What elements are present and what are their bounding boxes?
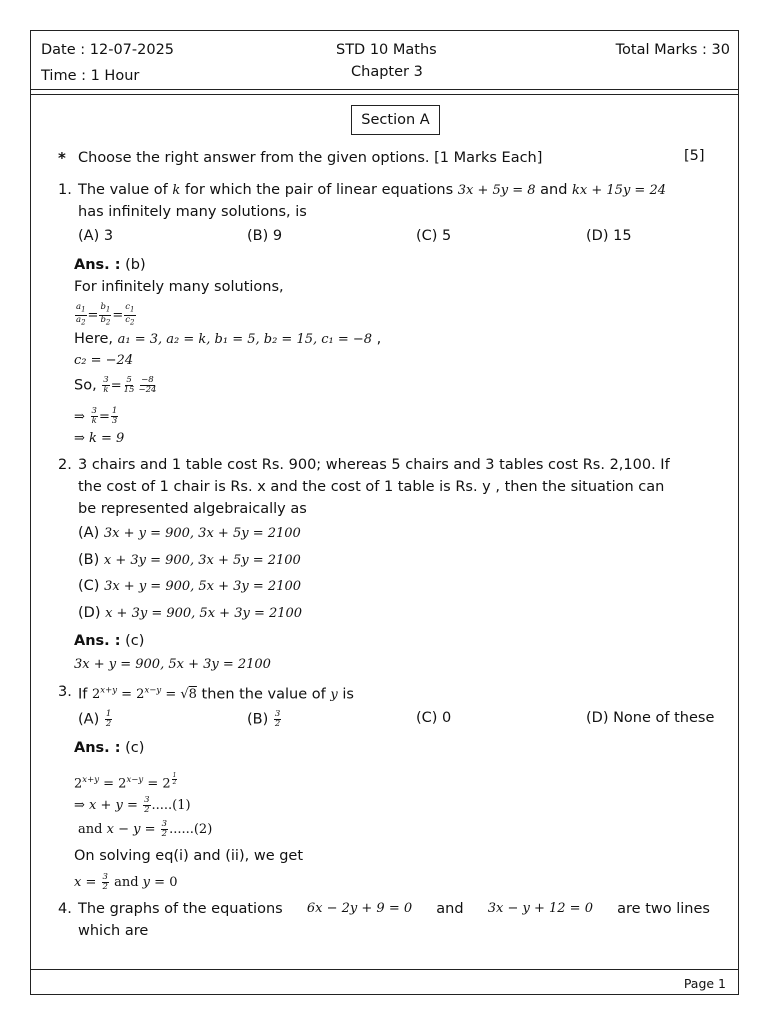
q2-line1: 3 chairs and 1 table cost Rs. 900; whereas 5 chairs and 3 tables cost Rs. 2,100. If — [78, 457, 670, 473]
page-frame — [30, 30, 739, 995]
q3-option-c: (C) 0 — [416, 710, 452, 726]
q1-option-b: (B) 9 — [247, 228, 283, 244]
q2-solution: 3x + y = 900, 5x + 3y = 2100 — [74, 657, 271, 672]
q2-line2: the cost of 1 chair is Rs. x and the cost of 1 table is Rs. y , then the situation can — [78, 479, 665, 495]
q2-answer: Ans. : (c) — [74, 633, 145, 649]
q1-option-a: (A) 3 — [78, 228, 114, 244]
header-rule-2 — [31, 94, 738, 95]
q2-option-c: (C) 3x + y = 900, 5x + 3y = 2100 — [78, 578, 302, 594]
q1-sol-step: ⇒ $\frac{3}{k}$ = $\frac{1}{3}$ — [74, 406, 118, 426]
q2-option-a: (A) 3x + y = 900, 3x + 5y = 2100 — [78, 525, 301, 541]
q3-option-d: (D) None of these — [586, 710, 715, 726]
q1-option-d: (D) 15 — [586, 228, 632, 244]
q4-number: 4. — [58, 901, 72, 917]
q3-sol-line1: $2^{x+y} = 2^{x-y} = 2$ $^{\frac{1}{2}}$ — [74, 772, 177, 792]
header — [31, 31, 738, 91]
q3-sol-result: x = $\frac{3}{2}$ and y = 0 — [74, 872, 178, 892]
q3-option-b: (B) $\frac{3}{2}$ — [247, 709, 281, 729]
q4-line1: The graphs of the equations 6x − 2y + 9 = 0 and 3x − y + 12 = 0 are two lines — [78, 901, 710, 917]
q3-sol-line2: ⇒ x + y = $\frac{3}{2}$ .....(1) — [74, 795, 191, 815]
q1-sol-so: So, $\frac{3}{k}$ = $\frac{5}{15}$ $\frac{-8}{-24}$ — [74, 375, 157, 395]
q1-sol-c2: c₂ = −24 — [74, 353, 134, 368]
q3-sol-solve: On solving eq(i) and (ii), we get — [74, 848, 304, 864]
q1-line1: The value of k for which the pair of linear equations 3x + 5y = 8 and kx + 15y = 24 — [78, 182, 666, 198]
q3-answer: Ans. : (c) — [74, 740, 145, 756]
q3-sol-line3: and x − y = $\frac{3}{2}$ ......(2) — [78, 819, 213, 839]
q3-number: 3. — [58, 684, 72, 700]
q1-sol-here: Here, a₁ = 3, a₂ = k, b₁ = 5, b₂ = 15, c₁ = −8 , — [74, 331, 382, 347]
q1-sol-k: ⇒ k = 9 — [74, 431, 125, 446]
q1-sol-line1: For infinitely many solutions, — [74, 279, 284, 295]
section-title: Section A — [351, 105, 440, 135]
total-marks: Total Marks : 30 — [615, 42, 730, 58]
q1-line2: has infinitely many solutions, is — [78, 204, 307, 220]
header-rule-1 — [31, 89, 738, 90]
q2-number: 2. — [58, 457, 72, 473]
subject: STD 10 Maths — [336, 42, 437, 58]
time: Time : 1 Hour — [41, 68, 140, 84]
instruction-marks: [5] — [684, 148, 705, 164]
q4-line2: which are — [78, 923, 149, 939]
q1-answer: Ans. : (b) — [74, 257, 146, 273]
q2-option-d: (D) x + 3y = 900, 5x + 3y = 2100 — [78, 605, 303, 621]
instruction-text: Choose the right answer from the given options. [1 Marks Each] — [78, 150, 543, 166]
chapter: Chapter 3 — [351, 64, 423, 80]
q3-line: If $2^{x+y} = 2^{x-y} = √8$ then the value of y is — [78, 686, 354, 703]
q2-line3: be represented algebraically as — [78, 501, 307, 517]
q1-sol-ratio: $\frac{a_1}{a_2}$ = $\frac{b_1}{b_2}$ = $\frac{c_1}{c_2}$ — [76, 302, 135, 327]
q1-number: 1. — [58, 182, 72, 198]
page-number: Page 1 — [683, 976, 726, 991]
instruction-bullet: * — [58, 149, 66, 167]
date: Date : 12-07-2025 — [41, 42, 175, 58]
q2-option-b: (B) x + 3y = 900, 3x + 5y = 2100 — [78, 552, 301, 568]
q3-option-a: (A) $\frac{1}{2}$ — [78, 709, 112, 729]
q1-option-c: (C) 5 — [416, 228, 452, 244]
footer-rule — [31, 969, 738, 970]
